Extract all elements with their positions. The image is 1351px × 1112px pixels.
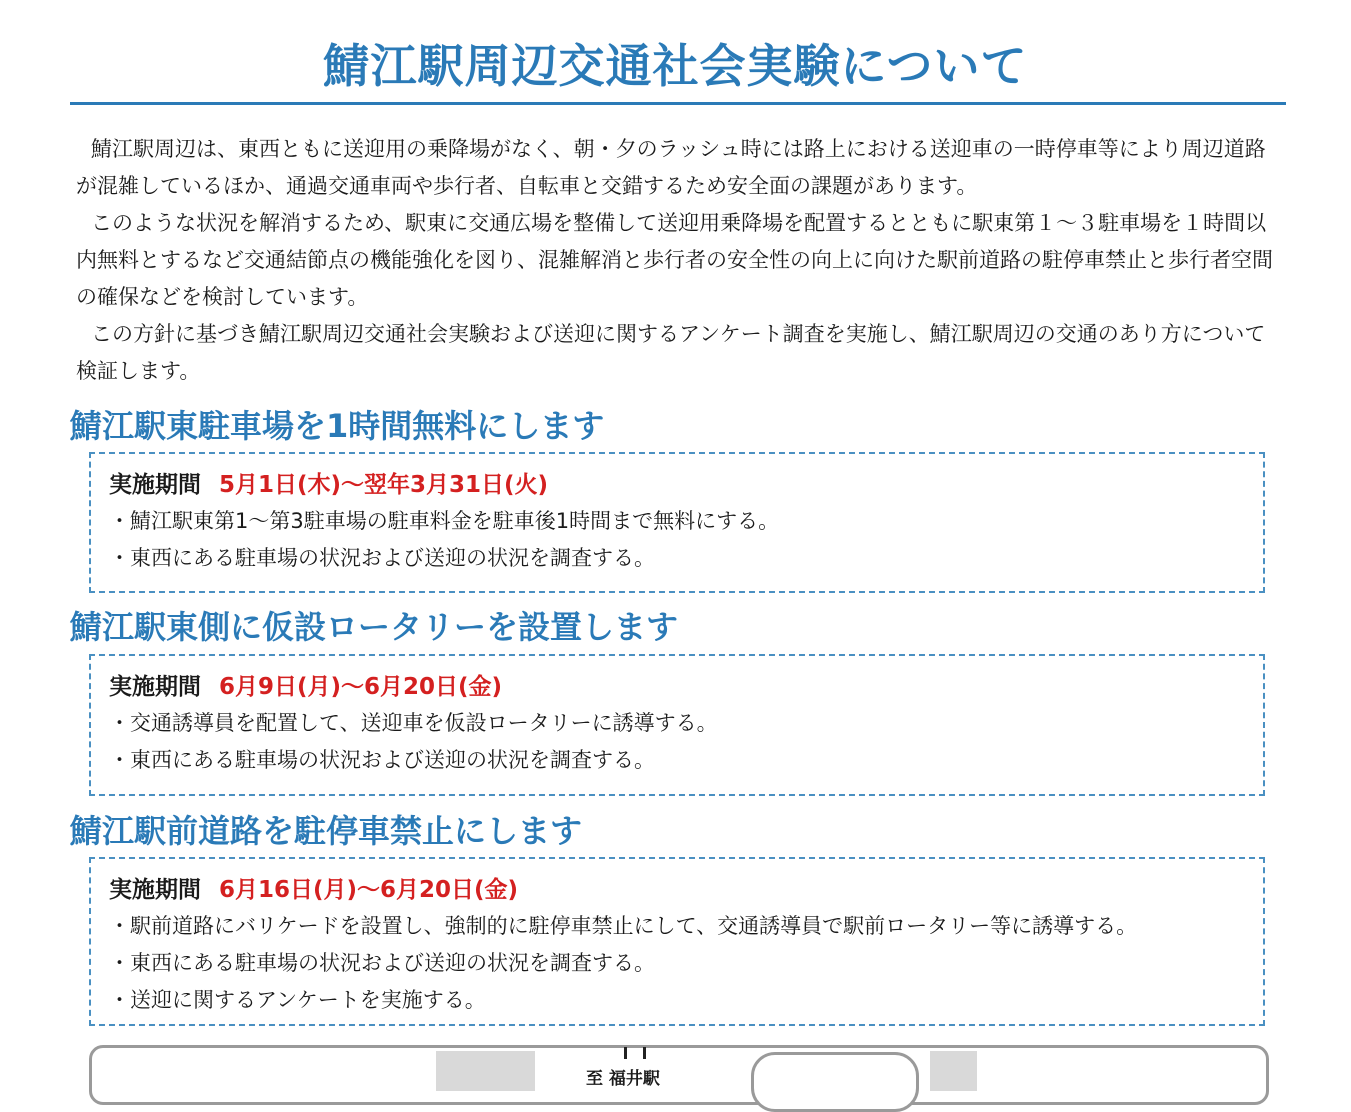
bullet-list bbox=[109, 503, 1263, 577]
list-item: ・ 交通誘導員を配置して、送迎車を仮設ロータリーに誘導する。 bbox=[109, 705, 1263, 742]
section-box-temporary-rotary bbox=[89, 654, 1265, 796]
intro-paragraph: このような状況を解消するため、駅東に交通広場を整備して送迎用乗降場を配置するとともに駅東第１～３駐車場を１時間以内無料とするなど交通結節点の機能強化を図り、混雑解消と歩行者の安全性の向上に向けた駅前道路の駐停車禁止と歩行者空間の確保などを検討しています。 bbox=[76, 211, 1273, 309]
map-building-block bbox=[436, 1051, 535, 1091]
period-value: 5月1日(木)～翌年3月31日(火) bbox=[219, 472, 549, 498]
bullet-list bbox=[109, 908, 1263, 1019]
bullet-list bbox=[109, 705, 1263, 779]
period-label: 実施期間 bbox=[109, 674, 201, 700]
period-row bbox=[109, 467, 1263, 503]
railway-track-icon bbox=[624, 1047, 646, 1059]
list-item: ・ 東西にある駐車場の状況および送迎の状況を調査する。 bbox=[109, 945, 1263, 982]
period-value: 6月9日(月)～6月20日(金) bbox=[219, 674, 503, 700]
period-value: 6月16日(月)～6月20日(金) bbox=[219, 877, 519, 903]
list-item: ・ 送迎に関するアンケートを実施する。 bbox=[109, 982, 1263, 1019]
period-label: 実施期間 bbox=[109, 877, 201, 903]
section-box-no-parking bbox=[89, 857, 1265, 1026]
section-heading-parking-free: 鯖江駅東駐車場を1時間無料にします bbox=[70, 407, 605, 445]
list-item: ・ 鯖江駅東第1～第3駐車場の駐車料金を駐車後1時間まで無料にする。 bbox=[109, 503, 1263, 540]
map-rotary-shape bbox=[751, 1052, 919, 1112]
intro-paragraph: 鯖江駅周辺は、東西ともに送迎用の乗降場がなく、朝・夕のラッシュ時には路上における送迎車の一時停車等により周辺道路が混雑しているほか、通過交通車両や歩行者、自転車と交錯するため安全面の課題があります。 bbox=[76, 137, 1266, 198]
section-heading-no-parking: 鯖江駅前道路を駐停車禁止にします bbox=[70, 812, 583, 850]
intro-paragraph: この方針に基づき鯖江駅周辺交通社会実験および送迎に関するアンケート調査を実施し、鯖江駅周辺の交通のあり方について検証します。 bbox=[76, 322, 1266, 383]
list-item: ・ 東西にある駐車場の状況および送迎の状況を調査する。 bbox=[109, 540, 1263, 577]
map-direction-label: 至 福井駅 bbox=[586, 1069, 660, 1089]
map-building-block bbox=[930, 1051, 977, 1091]
list-item: ・ 駅前道路にバリケードを設置し、強制的に駐停車禁止にして、交通誘導員で駅前ロータリー等に誘導する。 bbox=[109, 908, 1263, 945]
period-label: 実施期間 bbox=[109, 472, 201, 498]
period-row bbox=[109, 872, 1263, 908]
page-title: 鯖江駅周辺交通社会実験について bbox=[323, 39, 1028, 93]
map-frame bbox=[89, 1045, 1269, 1105]
title-divider bbox=[70, 102, 1286, 105]
section-heading-temporary-rotary: 鯖江駅東側に仮設ロータリーを設置します bbox=[70, 608, 679, 646]
intro-text bbox=[76, 131, 1280, 390]
section-box-parking-free bbox=[89, 452, 1265, 593]
period-row bbox=[109, 669, 1263, 705]
list-item: ・ 東西にある駐車場の状況および送迎の状況を調査する。 bbox=[109, 742, 1263, 779]
